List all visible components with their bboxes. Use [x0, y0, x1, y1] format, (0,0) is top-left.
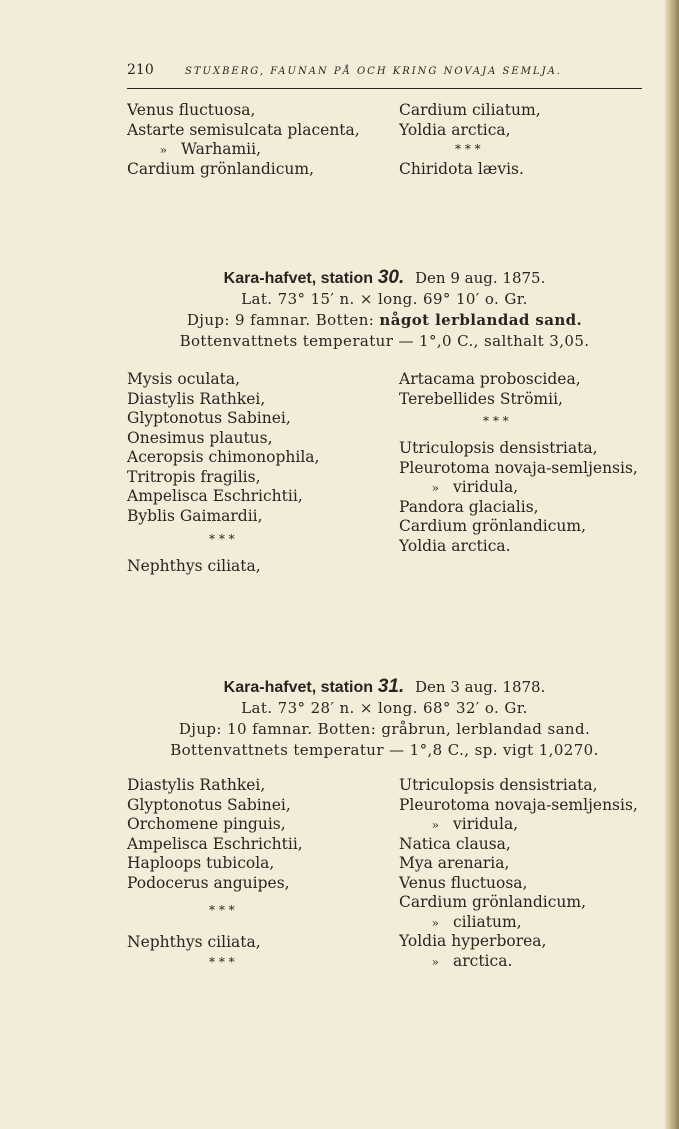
block2-right-column	[399, 370, 638, 556]
asterism: * * *	[483, 414, 509, 428]
species-item: Glyptonotus Sabinei,	[127, 409, 291, 427]
species-item-ditto: » ciliatum,	[399, 913, 638, 933]
station-temperature: Bottenvattnets temperatur — 1°,8 C., sp. vigt 1,0270.	[170, 741, 599, 759]
station-depth-line: Djup: 9 famnar. Botten: något lerblandad sand.	[186, 311, 583, 329]
species-item-ditto: » arctica.	[399, 952, 638, 972]
asterism: * * *	[455, 142, 481, 156]
page-number: 210	[127, 62, 154, 78]
species-item: Nephthys ciliata,	[127, 933, 261, 951]
species-item: Yoldia arctica.	[399, 536, 511, 555]
ditto-mark: »	[431, 818, 439, 832]
station-position: Lat. 73° 28′ n. × long. 68° 32′ o. Gr.	[241, 699, 528, 717]
species-item: Mysis oculata,	[127, 370, 241, 388]
station-title: Kara-hafvet, station	[223, 679, 374, 696]
page-edge	[665, 0, 679, 1129]
station-title-line	[127, 267, 642, 289]
station-number: 30.	[377, 267, 405, 288]
species-item: Venus fluctuosa,	[399, 873, 528, 892]
species-item: Cardium grönlandicum,	[127, 159, 314, 178]
species-item: Artacama proboscidea,	[399, 370, 581, 388]
station-position: Lat. 73° 15′ n. × long. 69° 10′ o. Gr.	[241, 290, 528, 308]
species-item: Terebellides Strömii,	[399, 389, 563, 408]
species-item: Diastylis Rathkei,	[127, 389, 266, 408]
asterism: * * *	[209, 532, 235, 546]
species-item: Orchomene pinguis,	[127, 815, 286, 833]
station-temperature: Bottenvattnets temperatur — 1°,0 C., salthalt 3,05.	[179, 332, 590, 350]
species-item: Cardium ciliatum,	[399, 101, 541, 119]
station-date: Den 9 aug. 1875.	[415, 269, 546, 287]
running-title: STUXBERG, FAUNAN PÅ OCH KRING NOVAJA SEMLJA.	[185, 66, 562, 77]
species-item: Nephthys ciliata,	[127, 557, 261, 575]
block3-left-column	[127, 776, 303, 972]
block2-left-column	[127, 370, 319, 577]
block3-right-column	[399, 776, 638, 971]
station-title: Kara-hafvet, station	[223, 270, 374, 287]
species-item: Diastylis Rathkei,	[127, 776, 266, 794]
species-item: Glyptonotus Sabinei,	[127, 795, 291, 814]
species-item: Podocerus anguipes,	[127, 873, 290, 892]
station-30-heading	[127, 267, 642, 352]
species-item: Aceropsis chimonophila,	[127, 448, 320, 466]
species-item: Yoldia arctica,	[399, 120, 511, 139]
block1-right-column	[399, 101, 541, 179]
station-depth-line: Djup: 10 famnar. Botten: gråbrun, lerblandad sand.	[178, 720, 591, 738]
asterism: * * *	[209, 903, 235, 917]
species-item-ditto: » viridula,	[399, 478, 638, 498]
species-item: Tritropis fragilis,	[127, 467, 261, 486]
species-item: Chiridota lævis.	[399, 159, 524, 178]
species-item: Venus fluctuosa,	[127, 101, 256, 119]
species-item: Astarte semisulcata placenta,	[127, 120, 360, 139]
ditto-mark: »	[431, 915, 439, 930]
species-item-ditto: » Warhamii,	[127, 140, 360, 160]
species-item-ditto: » viridula,	[399, 815, 638, 835]
species-item: Natica clausa,	[399, 834, 511, 853]
station-number: 31.	[377, 676, 405, 697]
species-item: Haploops tubicola,	[127, 854, 275, 872]
species-item: Yoldia hyperborea,	[399, 932, 547, 950]
species-item: Utriculopsis densistriata,	[399, 439, 598, 457]
block1-left-column	[127, 101, 360, 179]
ditto-mark: »	[431, 954, 439, 969]
species-item: Ampelisca Eschrichtii,	[127, 487, 303, 505]
station-title-line	[127, 676, 642, 698]
species-item: Cardium grönlandicum,	[399, 893, 586, 911]
station-31-heading	[127, 676, 642, 761]
ditto-mark: »	[431, 481, 439, 495]
species-item: Pleurotoma novaja-semljensis,	[399, 458, 638, 477]
species-item: Utriculopsis densistriata,	[399, 776, 598, 794]
ditto-mark: »	[159, 143, 167, 157]
species-item: Pandora glacialis,	[399, 497, 539, 516]
page-header	[127, 62, 642, 84]
species-item: Mya arenaria,	[399, 854, 510, 872]
asterism: * * *	[209, 954, 235, 969]
species-item: Cardium grönlandicum,	[399, 517, 586, 535]
station-date: Den 3 aug. 1878.	[415, 678, 546, 696]
species-item: Pleurotoma novaja-semljensis,	[399, 795, 638, 814]
species-item: Byblis Gaimardii,	[127, 506, 263, 525]
species-item: Ampelisca Eschrichtii,	[127, 834, 303, 853]
species-item: Onesimus plautus,	[127, 428, 273, 447]
header-rule	[127, 88, 642, 89]
